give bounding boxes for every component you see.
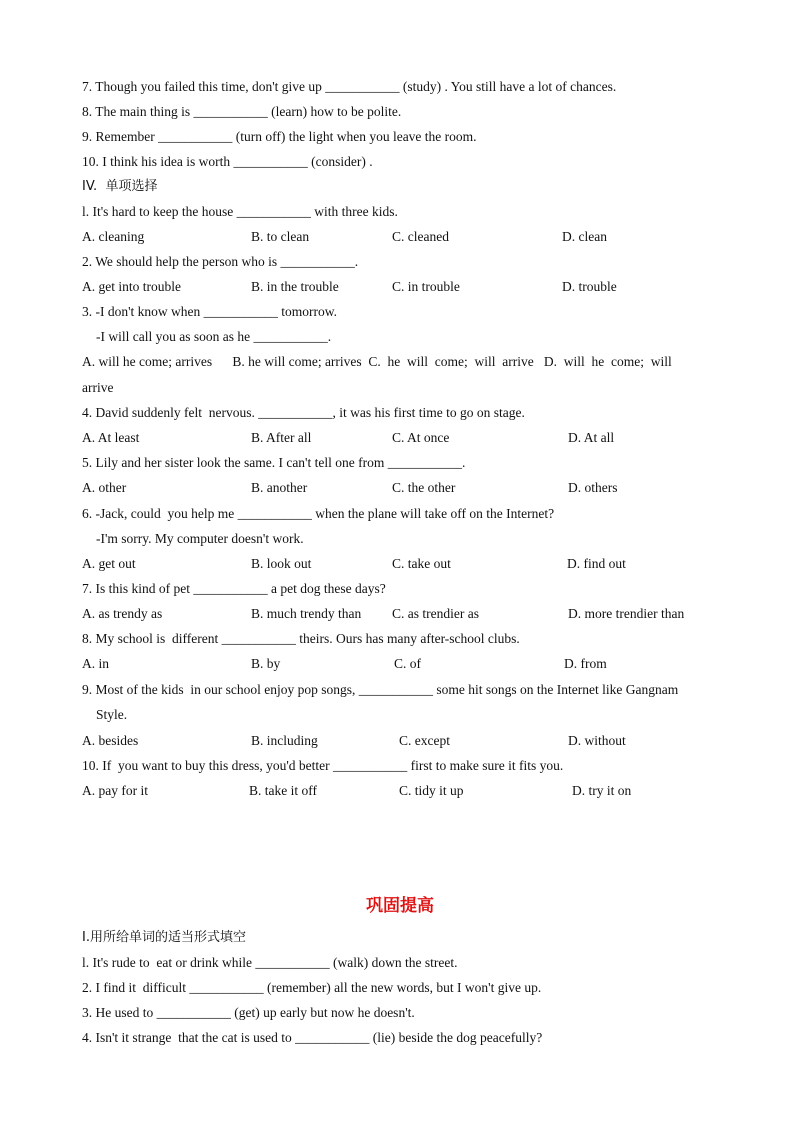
question-10-stem: 10. If you want to buy this dress, you'd better ___________ first to make sure it fits you. <box>82 758 564 773</box>
question-9-stem: 9. Most of the kids in our school enjoy pop songs, ___________ some hit songs on the Internet like Gangnam <box>82 682 679 697</box>
consolidation-heading: 巩固提高 <box>366 896 434 916</box>
consolidation-item-3: 3. He used to ___________ (get) up early but now he doesn't. <box>82 1005 415 1020</box>
question-5-option-c: C. the other <box>392 480 456 495</box>
section-iv-title: IV. 单项选择 <box>82 179 158 194</box>
question-1-option-c: C. cleaned <box>392 229 449 244</box>
question-9-option-c: C. except <box>399 733 450 748</box>
question-4-option-b: B. After all <box>251 430 312 445</box>
question-7-stem: 7. Is this kind of pet ___________ a pet dog these days? <box>82 581 386 596</box>
question-7-option-d: D. more trendier than <box>568 606 685 621</box>
question-3-options-wrap: arrive <box>82 380 114 395</box>
question-4-stem: 4. David suddenly felt nervous. ___________, it was his first time to go on stage. <box>82 405 525 420</box>
question-7-option-b: B. much trendy than <box>251 606 362 621</box>
question-7-option-a: A. as trendy as <box>82 606 163 621</box>
question-1-option-b: B. to clean <box>251 229 310 244</box>
fill-blank-item-8: 8. The main thing is ___________ (learn) how to be polite. <box>82 104 402 119</box>
question-8-option-b: B. by <box>251 656 281 671</box>
question-4-option-c: C. At once <box>392 430 450 445</box>
question-5-option-d: D. others <box>568 480 618 495</box>
question-6-stem-reply: -I'm sorry. My computer doesn't work. <box>96 531 304 546</box>
question-8-option-a: A. in <box>82 656 109 671</box>
question-1-stem: l. It's hard to keep the house ___________ with three kids. <box>82 204 398 219</box>
question-3-stem-reply: -I will call you as soon as he ___________. <box>96 329 332 344</box>
question-5-stem: 5. Lily and her sister look the same. I can't tell one from ___________. <box>82 455 466 470</box>
consolidation-subtitle: I.用所给单词的适当形式填空 <box>82 930 246 945</box>
question-4-option-a: A. At least <box>82 430 140 445</box>
question-5-option-b: B. another <box>251 480 308 495</box>
question-9-option-b: B. including <box>251 733 318 748</box>
question-2-stem: 2. We should help the person who is ___________. <box>82 254 359 269</box>
question-8-option-d: D. from <box>564 656 607 671</box>
question-8-stem: 8. My school is different ___________ theirs. Ours has many after-school clubs. <box>82 631 520 646</box>
question-1-option-a: A. cleaning <box>82 229 145 244</box>
question-2-option-d: D. trouble <box>562 279 617 294</box>
question-2-option-a: A. get into trouble <box>82 279 181 294</box>
question-4-option-d: D. At all <box>568 430 615 445</box>
consolidation-item-4: 4. Isn't it strange that the cat is used to ___________ (lie) beside the dog peacefully? <box>82 1030 543 1045</box>
fill-blank-item-7: 7. Though you failed this time, don't give up ___________ (study) . You still have a lot of chances. <box>82 79 617 94</box>
question-9-stem-wrap: Style. <box>96 707 128 722</box>
fill-blank-item-10: 10. I think his idea is worth ___________ (consider) . <box>82 154 373 169</box>
consolidation-item-2: 2. I find it difficult ___________ (remember) all the new words, but I won't give up. <box>82 980 542 995</box>
question-6-option-c: C. take out <box>392 556 451 571</box>
fill-blank-item-9: 9. Remember ___________ (turn off) the light when you leave the room. <box>82 129 477 144</box>
question-9-option-a: A. besides <box>82 733 139 748</box>
consolidation-item-1: l. It's rude to eat or drink while ___________ (walk) down the street. <box>82 955 458 970</box>
question-9-option-d: D. without <box>568 733 626 748</box>
question-1-option-d: D. clean <box>562 229 607 244</box>
question-2-option-b: B. in the trouble <box>251 279 339 294</box>
question-5-option-a: A. other <box>82 480 127 495</box>
question-10-option-d: D. try it on <box>572 783 632 798</box>
question-7-option-c: C. as trendier as <box>392 606 479 621</box>
question-10-option-a: A. pay for it <box>82 783 148 798</box>
question-6-option-a: A. get out <box>82 556 136 571</box>
question-6-stem: 6. -Jack, could you help me ___________ when the plane will take off on the Internet? <box>82 506 555 521</box>
question-8-option-c: C. of <box>394 656 421 671</box>
question-10-option-c: C. tidy it up <box>399 783 464 798</box>
question-3-stem: 3. -I don't know when ___________ tomorrow. <box>82 304 338 319</box>
question-6-option-b: B. look out <box>251 556 312 571</box>
question-3-options: A. will he come; arrives B. he will come; arrives C. he will come; will arrive D. will he come; will <box>82 354 672 369</box>
question-6-option-d: D. find out <box>567 556 626 571</box>
question-2-option-c: C. in trouble <box>392 279 460 294</box>
question-10-option-b: B. take it off <box>249 783 317 798</box>
